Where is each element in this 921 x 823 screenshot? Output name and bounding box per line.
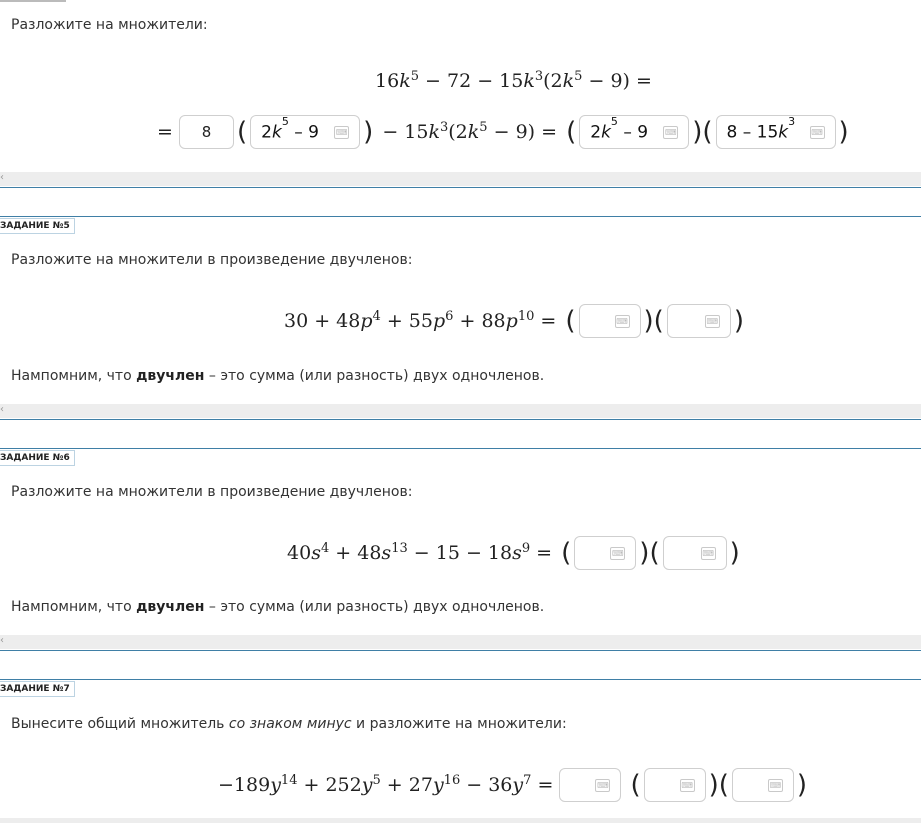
answer-input-4[interactable]: $8 - 15k^3$ ⌨ xyxy=(716,115,836,149)
keyboard-icon[interactable]: ⌨ xyxy=(664,127,677,137)
divider xyxy=(0,650,921,651)
task4-prompt: Разложите на множители: xyxy=(11,17,208,33)
answer-input-9[interactable] xyxy=(559,768,621,802)
answer-input-5[interactable] xyxy=(579,304,641,338)
task6-label: ЗАДАНИЕ №6 xyxy=(0,450,75,466)
task5-note: Нампомним, что двучлен – это сумма (или разность) двух одночленов. xyxy=(11,368,545,384)
divider xyxy=(0,448,921,449)
task7-expression: −189 y $^{14}$ + 252 y $^5$ + 27 y $^{16}$ − 36 y $^7$ = ⌨ ( ⌨ )( ⌨ ) xyxy=(218,770,808,800)
keyboard-icon[interactable]: ⌨ xyxy=(612,548,624,558)
task7-label: ЗАДАНИЕ №7 xyxy=(0,681,75,697)
keyboard-icon[interactable]: ⌨ xyxy=(706,316,719,326)
collapse-bar[interactable]: ‹ xyxy=(0,404,921,418)
keyboard-icon[interactable]: ⌨ xyxy=(681,780,693,790)
answer-input-3[interactable]: $2k^5 - 9$ ⌨ xyxy=(579,115,689,149)
answer-input-2[interactable]: $2k^5 - 9$ ⌨ xyxy=(250,115,360,149)
collapse-bar[interactable]: ‹ xyxy=(0,635,921,649)
divider xyxy=(0,679,921,680)
task4-expression-line1: 16 k $^5$ − 72 − 15 k $^3$ (2 k $^5$ − 9) = xyxy=(375,68,652,92)
task5-prompt: Разложите на множители в произведение двучленов: xyxy=(11,252,413,268)
keyboard-icon[interactable]: ⌨ xyxy=(811,127,823,137)
task7-prompt: Вынесите общий множитель со знаком минус и разложите на множители: xyxy=(11,716,567,732)
answer-input-1[interactable]: 8 xyxy=(179,115,234,149)
keyboard-icon[interactable]: ⌨ xyxy=(769,780,782,790)
answer-input-11[interactable] xyxy=(732,768,794,802)
task5-label: ЗАДАНИЕ №5 xyxy=(0,218,75,234)
task6-expression: 40 s $^4$ + 48 s $^{13}$ − 15 − 18 s $^9$ = ( ⌨ )( ⌨ ) xyxy=(287,538,740,568)
answer-input-6[interactable] xyxy=(667,304,731,338)
collapse-bar[interactable] xyxy=(0,818,921,823)
answer-input-10[interactable] xyxy=(644,768,706,802)
keyboard-icon[interactable]: ⌨ xyxy=(335,127,348,137)
top-divider xyxy=(0,0,66,2)
divider xyxy=(0,419,921,420)
collapse-bar[interactable]: ‹ xyxy=(0,172,921,186)
divider xyxy=(0,216,921,217)
keyboard-icon[interactable]: ⌨ xyxy=(597,780,609,790)
task4-expression-line2: = 8 ( $2k^5 - 9$ ⌨ ) − 15 k $^3$ (2 k $^5$ − 9) = ( $2k^5 - 9$ ⌨ )( $8 - 15k^3$ ⌨ ) xyxy=(157,115,849,147)
answer-input-8[interactable] xyxy=(663,536,727,570)
keyboard-icon[interactable]: ⌨ xyxy=(702,548,714,558)
task5-expression: 30 + 48 p $^4$ + 55 p $^6$ + 88 p $^{10}$ = ( ⌨ )( ⌨ ) xyxy=(284,306,744,336)
task6-prompt: Разложите на множители в произведение двучленов: xyxy=(11,484,413,500)
keyboard-icon[interactable]: ⌨ xyxy=(616,316,628,326)
answer-input-7[interactable] xyxy=(574,536,636,570)
divider xyxy=(0,187,921,188)
task6-note: Нампомним, что двучлен – это сумма (или разность) двух одночленов. xyxy=(11,599,545,615)
